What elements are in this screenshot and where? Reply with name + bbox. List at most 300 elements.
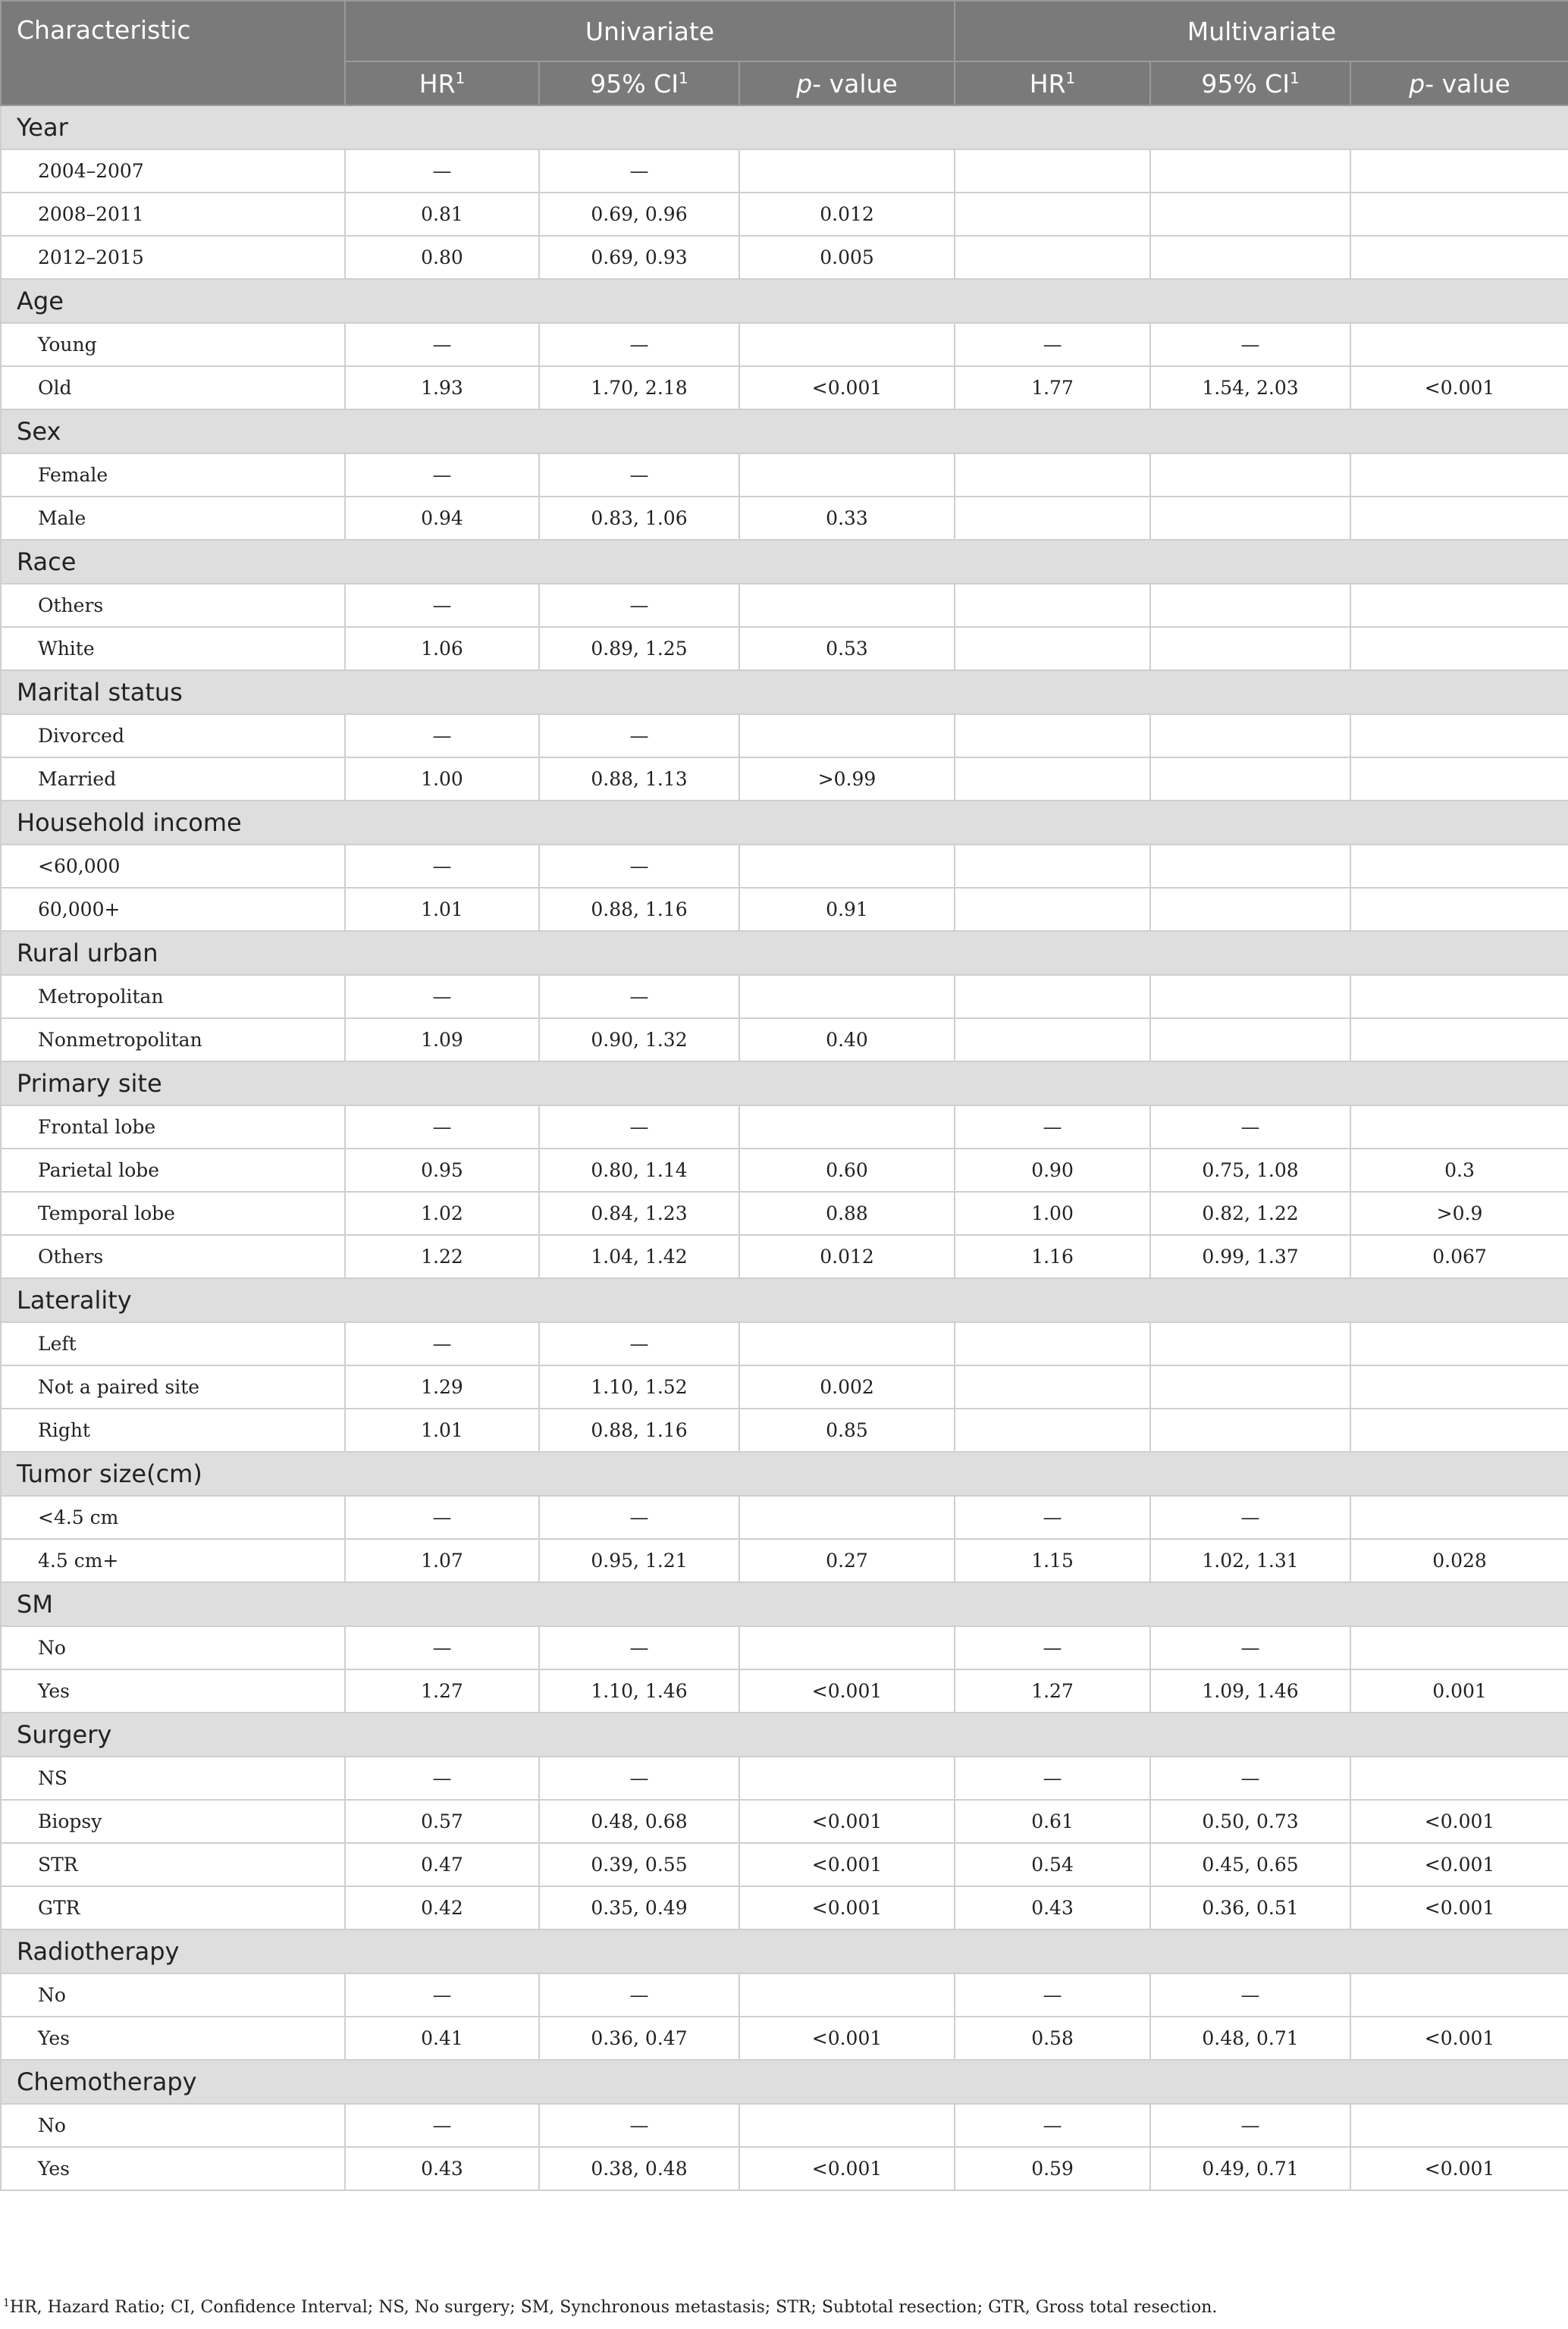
multivariate-p-value-cell (1350, 888, 1568, 931)
univariate-hr-cell: 0.95 (345, 1149, 539, 1192)
multivariate-hr-cell (955, 584, 1150, 627)
row-label: 2008–2011 (1, 193, 345, 236)
multivariate-ci-cell (1150, 714, 1350, 757)
multivariate-header: Multivariate (955, 1, 1568, 61)
multivariate-p-value-cell: >0.9 (1350, 1192, 1568, 1235)
univariate-p-value-cell (739, 714, 955, 757)
ci-label: 95% CI (590, 68, 679, 99)
multivariate-ci-cell: — (1150, 1757, 1350, 1800)
multivariate-p-value-cell: 0.067 (1350, 1235, 1568, 1278)
row-label: Divorced (1, 714, 345, 757)
row-label: Female (1, 453, 345, 497)
univariate-ci-cell: 1.10, 1.52 (539, 1365, 739, 1409)
row-label: Not a paired site (1, 1365, 345, 1409)
multivariate-ci-cell (1150, 1409, 1350, 1452)
row-label: No (1, 1626, 345, 1669)
table-row (1, 1149, 1568, 1192)
univariate-ci-cell: 0.39, 0.55 (539, 1843, 739, 1886)
ci-label: 95% CI (1201, 68, 1290, 99)
row-label: <60,000 (1, 845, 345, 888)
univariate-ci-cell: 0.89, 1.25 (539, 627, 739, 670)
footnote-marker: 1 (678, 68, 688, 87)
univariate-p-value-cell: 0.005 (739, 236, 955, 279)
row-label: NS (1, 1757, 345, 1800)
univariate-p-value-cell: 0.60 (739, 1149, 955, 1192)
row-label: Biopsy (1, 1800, 345, 1843)
multivariate-p-value-cell (1350, 1409, 1568, 1452)
univariate-ci-cell: 0.88, 1.16 (539, 1409, 739, 1452)
multivariate-hr-cell (955, 453, 1150, 497)
univariate-p-value-cell: <0.001 (739, 1669, 955, 1713)
row-label: Left (1, 1322, 345, 1365)
univariate-p-value-cell: 0.33 (739, 497, 955, 540)
univariate-hr-cell: — (345, 1496, 539, 1539)
multivariate-ci-cell (1150, 149, 1350, 193)
row-label: <4.5 cm (1, 1496, 345, 1539)
multivariate-hr-cell (955, 497, 1150, 540)
multivariate-hr-cell: — (955, 323, 1150, 366)
table-row (1, 149, 1568, 193)
multivariate-ci-cell: 1.02, 1.31 (1150, 1539, 1350, 1582)
multivariate-hr-header (955, 61, 1150, 105)
group-title: Sex (1, 409, 1568, 453)
row-label: Nonmetropolitan (1, 1018, 345, 1061)
univariate-p-value-cell (739, 453, 955, 497)
univariate-hr-cell: 0.41 (345, 2017, 539, 2060)
multivariate-p-value-cell (1350, 1018, 1568, 1061)
table-row (1, 1409, 1568, 1452)
multivariate-hr-cell: 1.77 (955, 366, 1150, 409)
univariate-ci-cell: — (539, 149, 739, 193)
group-title: Year (1, 105, 1568, 149)
multivariate-ci-cell: — (1150, 1973, 1350, 2017)
univariate-p-value-cell: <0.001 (739, 366, 955, 409)
group-header-row (1, 279, 1568, 323)
multivariate-ci-cell (1150, 453, 1350, 497)
group-title: Surgery (1, 1713, 1568, 1757)
group-header-row (1, 670, 1568, 714)
group-title: Laterality (1, 1278, 1568, 1322)
univariate-ci-cell: 0.35, 0.49 (539, 1886, 739, 1929)
multivariate-ci-cell (1150, 497, 1350, 540)
multivariate-hr-cell: — (955, 1496, 1150, 1539)
multivariate-ci-cell (1150, 627, 1350, 670)
row-label: Married (1, 757, 345, 801)
univariate-ci-cell: 0.88, 1.16 (539, 888, 739, 931)
univariate-ci-cell: 0.48, 0.68 (539, 1800, 739, 1843)
multivariate-p-value-cell (1350, 845, 1568, 888)
univariate-hr-cell: 0.42 (345, 1886, 539, 1929)
row-label: GTR (1, 1886, 345, 1929)
table-row (1, 366, 1568, 409)
univariate-ci-cell: — (539, 1322, 739, 1365)
univariate-p-value-cell: 0.012 (739, 193, 955, 236)
multivariate-p-value-cell (1350, 149, 1568, 193)
multivariate-ci-cell: 0.36, 0.51 (1150, 1886, 1350, 1929)
univariate-hr-cell: 1.93 (345, 366, 539, 409)
table-row (1, 1322, 1568, 1365)
multivariate-hr-cell (955, 975, 1150, 1018)
univariate-p-value-cell: 0.85 (739, 1409, 955, 1452)
multivariate-hr-cell (955, 757, 1150, 801)
p-label: p (796, 68, 813, 99)
group-header-row (1, 1452, 1568, 1496)
univariate-hr-cell: 1.02 (345, 1192, 539, 1235)
univariate-ci-cell: 0.69, 0.96 (539, 193, 739, 236)
table-row (1, 975, 1568, 1018)
multivariate-hr-cell (955, 236, 1150, 279)
univariate-p-value-cell: <0.001 (739, 2017, 955, 2060)
table-row (1, 888, 1568, 931)
multivariate-ci-cell (1150, 236, 1350, 279)
multivariate-ci-cell: 0.99, 1.37 (1150, 1235, 1350, 1278)
univariate-ci-cell: 0.88, 1.13 (539, 757, 739, 801)
univariate-p-value-cell (739, 845, 955, 888)
multivariate-p-value-cell: <0.001 (1350, 1886, 1568, 1929)
multivariate-p-value-cell (1350, 627, 1568, 670)
univariate-hr-cell: — (345, 149, 539, 193)
footnote-text: HR, Hazard Ratio; CI, Confidence Interval; NS, No surgery; SM, Synchronous metastasis; STR; Subtotal resection; GTR, Gross total resection. (9, 2298, 1218, 2317)
row-label: STR (1, 1843, 345, 1886)
univariate-hr-cell: 1.01 (345, 1409, 539, 1452)
univariate-p-value-cell (739, 323, 955, 366)
table-row (1, 323, 1568, 366)
univariate-hr-cell: — (345, 1973, 539, 2017)
group-title: SM (1, 1582, 1568, 1626)
univariate-p-value-cell: 0.91 (739, 888, 955, 931)
univariate-p-value-cell: 0.27 (739, 1539, 955, 1582)
multivariate-ci-cell (1150, 1018, 1350, 1061)
univariate-p-value-cell: 0.53 (739, 627, 955, 670)
univariate-hr-header (345, 61, 539, 105)
univariate-p-value-cell: 0.002 (739, 1365, 955, 1409)
univariate-p-value-cell: 0.88 (739, 1192, 955, 1235)
row-label: Temporal lobe (1, 1192, 345, 1235)
multivariate-hr-cell (955, 193, 1150, 236)
group-title: Rural urban (1, 931, 1568, 975)
univariate-ci-header (539, 61, 739, 105)
row-label: No (1, 1973, 345, 2017)
multivariate-p-value-cell: <0.001 (1350, 2017, 1568, 2060)
multivariate-ci-cell: 0.82, 1.22 (1150, 1192, 1350, 1235)
group-header-row (1, 105, 1568, 149)
group-header-row (1, 1278, 1568, 1322)
multivariate-ci-cell: 0.49, 0.71 (1150, 2147, 1350, 2190)
group-header-row (1, 540, 1568, 584)
multivariate-p-value-cell: 0.028 (1350, 1539, 1568, 1582)
multivariate-ci-cell: 0.45, 0.65 (1150, 1843, 1350, 1886)
multivariate-p-value-cell (1350, 2104, 1568, 2147)
multivariate-hr-cell: 1.27 (955, 1669, 1150, 1713)
multivariate-ci-cell: — (1150, 1626, 1350, 1669)
univariate-ci-cell: 1.10, 1.46 (539, 1669, 739, 1713)
univariate-p-header (739, 61, 955, 105)
univariate-ci-cell: 0.36, 0.47 (539, 2017, 739, 2060)
multivariate-p-value-cell (1350, 1626, 1568, 1669)
multivariate-p-value-cell (1350, 1365, 1568, 1409)
univariate-hr-cell: — (345, 1322, 539, 1365)
univariate-p-value-cell (739, 1626, 955, 1669)
table-row (1, 584, 1568, 627)
table-row (1, 193, 1568, 236)
group-title: Age (1, 279, 1568, 323)
multivariate-p-value-cell (1350, 453, 1568, 497)
row-label: 2004–2007 (1, 149, 345, 193)
table-row (1, 1235, 1568, 1278)
univariate-p-value-cell (739, 1496, 955, 1539)
multivariate-ci-cell (1150, 975, 1350, 1018)
multivariate-ci-cell: 0.75, 1.08 (1150, 1149, 1350, 1192)
multivariate-ci-cell: 1.54, 2.03 (1150, 366, 1350, 409)
univariate-p-value-cell: <0.001 (739, 1800, 955, 1843)
value-label: - value (812, 68, 898, 99)
table-footnote (0, 2297, 1217, 2317)
univariate-p-value-cell (739, 584, 955, 627)
multivariate-p-value-cell: 0.001 (1350, 1669, 1568, 1713)
univariate-hr-cell: 1.27 (345, 1669, 539, 1713)
univariate-hr-cell: — (345, 845, 539, 888)
table-row (1, 2147, 1568, 2190)
characteristic-header: Characteristic (1, 1, 345, 105)
row-label: Right (1, 1409, 345, 1452)
table-row (1, 1018, 1568, 1061)
multivariate-p-value-cell: <0.001 (1350, 1800, 1568, 1843)
univariate-ci-cell: — (539, 453, 739, 497)
group-title: Primary site (1, 1061, 1568, 1105)
multivariate-ci-cell: 0.50, 0.73 (1150, 1800, 1350, 1843)
table-row (1, 627, 1568, 670)
table-row (1, 1365, 1568, 1409)
table-row (1, 714, 1568, 757)
univariate-ci-cell: 1.04, 1.42 (539, 1235, 739, 1278)
univariate-p-value-cell (739, 1105, 955, 1149)
univariate-hr-cell: — (345, 1105, 539, 1149)
row-label: Yes (1, 2147, 345, 2190)
multivariate-ci-cell: — (1150, 323, 1350, 366)
row-label: Yes (1, 2017, 345, 2060)
group-header-row (1, 1582, 1568, 1626)
table-row (1, 1886, 1568, 1929)
row-label: No (1, 2104, 345, 2147)
multivariate-p-value-cell (1350, 757, 1568, 801)
multivariate-hr-cell: — (955, 2104, 1150, 2147)
univariate-hr-cell: 1.07 (345, 1539, 539, 1582)
multivariate-hr-cell (955, 714, 1150, 757)
univariate-ci-cell: 0.84, 1.23 (539, 1192, 739, 1235)
group-title: Chemotherapy (1, 2060, 1568, 2104)
multivariate-ci-cell (1150, 584, 1350, 627)
univariate-hr-cell: 1.01 (345, 888, 539, 931)
univariate-hr-cell: 0.47 (345, 1843, 539, 1886)
univariate-hr-cell: — (345, 2104, 539, 2147)
table-row (1, 497, 1568, 540)
multivariate-p-value-cell: <0.001 (1350, 1843, 1568, 1886)
footnote-marker: 1 (1065, 68, 1076, 87)
univariate-ci-cell: — (539, 1105, 739, 1149)
table-row (1, 1973, 1568, 2017)
univariate-hr-cell: — (345, 975, 539, 1018)
univariate-p-value-cell: 0.012 (739, 1235, 955, 1278)
univariate-ci-cell: — (539, 2104, 739, 2147)
group-header-row (1, 2060, 1568, 2104)
multivariate-p-value-cell (1350, 714, 1568, 757)
multivariate-p-value-cell (1350, 1496, 1568, 1539)
table-row (1, 1800, 1568, 1843)
multivariate-ci-cell (1150, 1322, 1350, 1365)
table-row (1, 1496, 1568, 1539)
univariate-ci-cell: 0.69, 0.93 (539, 236, 739, 279)
multivariate-ci-cell (1150, 845, 1350, 888)
univariate-ci-cell: — (539, 1626, 739, 1669)
multivariate-hr-cell (955, 888, 1150, 931)
group-header-row (1, 1061, 1568, 1105)
multivariate-hr-cell: — (955, 1973, 1150, 2017)
univariate-hr-cell: — (345, 584, 539, 627)
footnote-marker: 1 (1289, 68, 1300, 87)
table-row (1, 2104, 1568, 2147)
table-row (1, 1192, 1568, 1235)
univariate-ci-cell: 0.95, 1.21 (539, 1539, 739, 1582)
table-header (1, 1, 1568, 105)
table-row (1, 1105, 1568, 1149)
table-row (1, 1626, 1568, 1669)
univariate-ci-cell: — (539, 975, 739, 1018)
univariate-p-value-cell: <0.001 (739, 1886, 955, 1929)
univariate-p-value-cell (739, 1322, 955, 1365)
univariate-ci-cell: — (539, 845, 739, 888)
multivariate-ci-cell: — (1150, 1496, 1350, 1539)
multivariate-hr-cell: 0.54 (955, 1843, 1150, 1886)
row-label: Yes (1, 1669, 345, 1713)
p-label: p (1409, 68, 1425, 99)
univariate-p-value-cell (739, 149, 955, 193)
multivariate-ci-cell (1150, 1365, 1350, 1409)
row-label: Metropolitan (1, 975, 345, 1018)
group-header-row (1, 409, 1568, 453)
table-row (1, 1843, 1568, 1886)
univariate-ci-cell: — (539, 1757, 739, 1800)
multivariate-ci-cell: 1.09, 1.46 (1150, 1669, 1350, 1713)
univariate-p-value-cell: <0.001 (739, 2147, 955, 2190)
multivariate-hr-cell: 0.90 (955, 1149, 1150, 1192)
group-header-row (1, 1929, 1568, 1973)
univariate-p-value-cell (739, 1757, 955, 1800)
table-row (1, 1669, 1568, 1713)
multivariate-p-header (1350, 61, 1568, 105)
footnote-marker: 1 (455, 68, 466, 87)
univariate-hr-cell: 0.81 (345, 193, 539, 236)
group-header-row (1, 1713, 1568, 1757)
multivariate-p-value-cell: <0.001 (1350, 366, 1568, 409)
multivariate-hr-cell: 0.43 (955, 1886, 1150, 1929)
multivariate-p-value-cell (1350, 1322, 1568, 1365)
multivariate-p-value-cell (1350, 497, 1568, 540)
table-row (1, 845, 1568, 888)
multivariate-hr-cell: 1.16 (955, 1235, 1150, 1278)
row-label: White (1, 627, 345, 670)
univariate-hr-cell: 1.22 (345, 1235, 539, 1278)
multivariate-hr-cell: — (955, 1105, 1150, 1149)
univariate-ci-cell: 0.38, 0.48 (539, 2147, 739, 2190)
multivariate-p-value-cell (1350, 1973, 1568, 2017)
multivariate-hr-cell (955, 149, 1150, 193)
univariate-hr-cell: — (345, 1757, 539, 1800)
univariate-hr-cell: — (345, 1626, 539, 1669)
multivariate-p-value-cell (1350, 236, 1568, 279)
univariate-p-value-cell: >0.99 (739, 757, 955, 801)
group-title: Race (1, 540, 1568, 584)
group-title: Household income (1, 801, 1568, 845)
univariate-header: Univariate (345, 1, 955, 61)
univariate-ci-cell: 0.90, 1.32 (539, 1018, 739, 1061)
footnote-marker: 1 (3, 2297, 10, 2309)
row-label: Others (1, 584, 345, 627)
row-label: Frontal lobe (1, 1105, 345, 1149)
multivariate-p-value-cell (1350, 1105, 1568, 1149)
univariate-p-value-cell: 0.40 (739, 1018, 955, 1061)
table-row (1, 236, 1568, 279)
multivariate-hr-cell: 0.58 (955, 2017, 1150, 2060)
table-row (1, 1539, 1568, 1582)
univariate-hr-cell: 1.06 (345, 627, 539, 670)
univariate-hr-cell: — (345, 714, 539, 757)
group-title: Radiotherapy (1, 1929, 1568, 1973)
multivariate-p-value-cell (1350, 975, 1568, 1018)
multivariate-hr-cell (955, 845, 1150, 888)
univariate-ci-cell: — (539, 714, 739, 757)
row-label: Parietal lobe (1, 1149, 345, 1192)
univariate-ci-cell: — (539, 584, 739, 627)
multivariate-hr-cell (955, 1322, 1150, 1365)
multivariate-ci-cell (1150, 888, 1350, 931)
univariate-hr-cell: 0.57 (345, 1800, 539, 1843)
group-title: Marital status (1, 670, 1568, 714)
univariate-hr-cell: 0.94 (345, 497, 539, 540)
row-label: Young (1, 323, 345, 366)
univariate-ci-cell: 0.83, 1.06 (539, 497, 739, 540)
table-row (1, 1757, 1568, 1800)
group-header-row (1, 801, 1568, 845)
table-row (1, 757, 1568, 801)
univariate-hr-cell: 1.00 (345, 757, 539, 801)
multivariate-hr-cell (955, 1365, 1150, 1409)
univariate-p-value-cell (739, 1973, 955, 2017)
univariate-p-value-cell: <0.001 (739, 1843, 955, 1886)
multivariate-p-value-cell (1350, 193, 1568, 236)
multivariate-ci-header (1150, 61, 1350, 105)
hr-label: HR (1029, 68, 1066, 99)
multivariate-hr-cell (955, 1018, 1150, 1061)
row-label: 4.5 cm+ (1, 1539, 345, 1582)
multivariate-hr-cell: 0.59 (955, 2147, 1150, 2190)
table-row (1, 453, 1568, 497)
univariate-hr-cell: — (345, 453, 539, 497)
table-row (1, 2017, 1568, 2060)
univariate-hr-cell: — (345, 323, 539, 366)
univariate-hr-cell: 0.43 (345, 2147, 539, 2190)
group-header-row (1, 931, 1568, 975)
univariate-p-value-cell (739, 2104, 955, 2147)
multivariate-hr-cell: 1.15 (955, 1539, 1150, 1582)
value-label: - value (1425, 68, 1510, 99)
row-label: 60,000+ (1, 888, 345, 931)
univariate-ci-cell: — (539, 1973, 739, 2017)
multivariate-hr-cell: — (955, 1626, 1150, 1669)
table-body (1, 105, 1568, 2190)
univariate-ci-cell: 1.70, 2.18 (539, 366, 739, 409)
multivariate-ci-cell: 0.48, 0.71 (1150, 2017, 1350, 2060)
multivariate-p-value-cell: <0.001 (1350, 2147, 1568, 2190)
